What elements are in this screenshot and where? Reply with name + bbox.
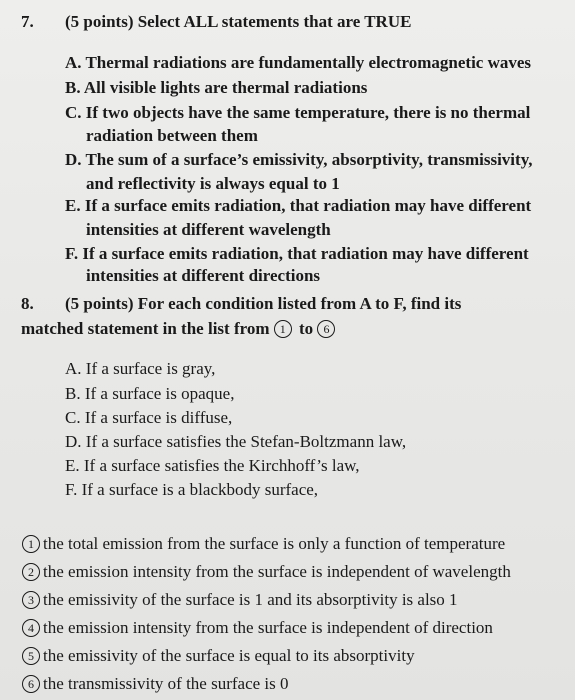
q7-header	[21, 12, 411, 32]
q7-option-a: A. Thermal radiations are fundamentally electromagnetic waves	[65, 53, 532, 72]
q8-header-line1: (5 points) For each condition listed from A to F, find its	[65, 294, 462, 313]
statement-text: the emission intensity from the surface is independent of wavelength	[43, 562, 511, 581]
q8-condition-f: F. If a surface is a blackbody surface,	[65, 480, 319, 499]
q7-number: 7.	[21, 12, 34, 31]
q8-statement-2	[22, 562, 511, 582]
q8-header	[21, 294, 461, 314]
q7-option-e: E. If a surface emits radiation, that radiation may have different	[65, 196, 532, 215]
q8-condition-d: D. If a surface satisfies the Stefan-Boltzmann law,	[65, 432, 407, 451]
q8-statement-4	[22, 618, 493, 638]
circled-number-icon: 6	[317, 320, 335, 338]
statement-text: the emissivity of the surface is 1 and its absorptivity is also 1	[43, 590, 458, 609]
statement-text: the emission intensity from the surface is independent of direction	[43, 618, 493, 637]
q8-header-line2	[21, 319, 338, 339]
q8-header-prefix: matched statement in the list from	[21, 319, 270, 338]
q7-option-f: F. If a surface emits radiation, that radiation may have different	[65, 244, 529, 263]
q7-option-c-cont: radiation between them	[86, 126, 258, 145]
q7-option-d-cont: and reflectivity is always equal to 1	[86, 174, 340, 193]
q8-number: 8.	[21, 294, 34, 313]
circled-number-icon: 6	[22, 675, 40, 693]
q7-header-text: (5 points) Select ALL statements that are TRUE	[65, 12, 412, 31]
statement-text: the total emission from the surface is only a function of temperature	[43, 534, 506, 553]
q7-option-d: D. The sum of a surface’s emissivity, absorptivity, transmissivity,	[65, 150, 533, 169]
q8-condition-a: A. If a surface is gray,	[65, 359, 216, 378]
statement-text: the emissivity of the surface is equal to its absorptivity	[43, 646, 415, 665]
q8-statement-3	[22, 590, 458, 610]
circled-number-icon: 5	[22, 647, 40, 665]
q8-statement-6	[22, 674, 289, 694]
q8-condition-e: E. If a surface satisfies the Kirchhoff’s law,	[65, 456, 360, 475]
circled-number-icon: 1	[274, 320, 292, 338]
statement-text: the transmissivity of the surface is 0	[43, 674, 289, 693]
q8-condition-b: B. If a surface is opaque,	[65, 384, 235, 403]
q7-option-e-cont: intensities at different wavelength	[86, 220, 331, 239]
q8-header-to: to	[299, 319, 314, 338]
circled-number-icon: 3	[22, 591, 40, 609]
circled-number-icon: 1	[22, 535, 40, 553]
q7-option-b: B. All visible lights are thermal radiations	[65, 78, 368, 97]
q7-option-f-cont: intensities at different directions	[86, 266, 321, 285]
q8-statement-5	[22, 646, 415, 666]
circled-number-icon: 2	[22, 563, 40, 581]
q7-option-c: C. If two objects have the same temperature, there is no thermal	[65, 103, 531, 122]
q8-statement-1	[22, 534, 505, 554]
circled-number-icon: 4	[22, 619, 40, 637]
q8-condition-c: C. If a surface is diffuse,	[65, 408, 233, 427]
